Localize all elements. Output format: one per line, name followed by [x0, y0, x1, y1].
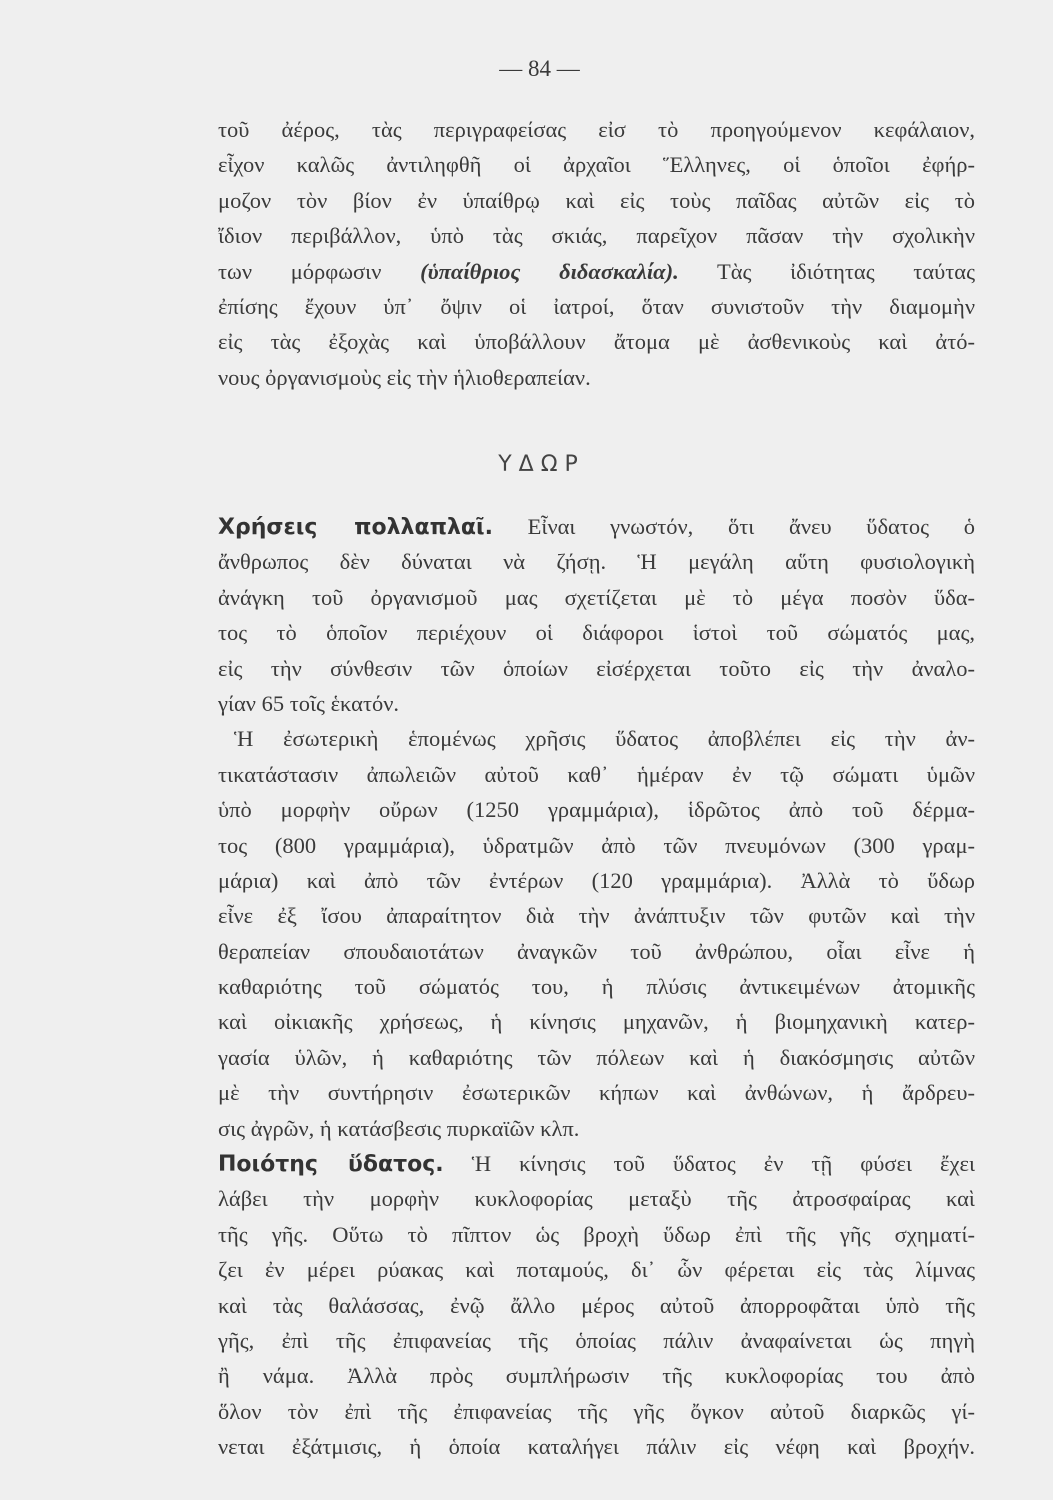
- line-text: σις ἀγρῶν, ἡ κατάσβεσις πυρκαϊῶν κλπ.: [218, 1115, 580, 1141]
- line-text: εἰς τὴν σύνθεσιν τῶν ὁποίων εἰσέρχεται τοῦτο εἰς τὴν ἀναλο-: [218, 655, 975, 681]
- line-text: γῆς, ἐπὶ τῆς ἐπιφανείας τῆς ὁποίας πάλιν ἀναφαίνεται ὡς πηγὴ: [218, 1327, 975, 1353]
- line-text: ζει ἐν μέρει ρύακας καὶ ποταμούς, δι᾽ ὧν φέρεται εἰς τὰς λίμνας: [218, 1257, 975, 1283]
- text-line: [218, 721, 975, 756]
- text-line: [218, 863, 975, 898]
- text-line: [218, 969, 975, 1004]
- line-text: ὅλον τὸν ἐπὶ τῆς ἐπιφανείας τῆς γῆς ὄγκον αὐτοῦ διαρκῶς γί-: [218, 1398, 975, 1424]
- paragraph-heading: Ποιότης ὕδατος.: [218, 1152, 444, 1178]
- text-line: [218, 1288, 975, 1323]
- text-line: [218, 934, 975, 969]
- text-line: [218, 898, 975, 933]
- line-text: ἢ νάμα. Ἀλλὰ πρὸς συμπλήρωσιν τῆς κυκλοφορίας του ἀπὸ: [218, 1363, 975, 1389]
- line-text: ἀνάγκη τοῦ ὀργανισμοῦ μας σχετίζεται μὲ τὸ μέγα ποσὸν ὕδα-: [218, 584, 975, 610]
- text-line: [218, 1181, 975, 1216]
- text-line: [218, 1394, 975, 1429]
- line-text: λάβει τὴν μορφὴν κυκλοφορίας μεταξὺ τῆς ἀτροσφαίρας καὶ: [218, 1186, 975, 1212]
- line-text: καὶ τὰς θαλάσσας, ἐνῷ ἄλλο μέρος αὐτοῦ ἀπορροφᾶται ὑπὸ τῆς: [218, 1292, 975, 1318]
- line-text: γίαν 65 τοῖς ἑκατόν.: [218, 690, 400, 716]
- text-line: [218, 686, 975, 721]
- line-text: Ἡ κίνησις τοῦ ὕδατος ἐν τῇ φύσει ἔχει: [443, 1151, 975, 1177]
- line-text: τοῦ ἀέρος, τὰς περιγραφείσας εἰσ τὸ προηγούμενον κεφάλαιον,: [218, 117, 975, 142]
- text-line: [218, 1429, 975, 1464]
- text-line: [218, 757, 975, 792]
- line-text: εἶχον καλῶς ἀντιληφθῆ οἱ ἀρχαῖοι Ἕλληνες, οἱ ὁποῖοι ἐφήρ-: [218, 152, 975, 178]
- line-text: γασία ὑλῶν, ἡ καθαριότης τῶν πόλεων καὶ ἡ διακόσμησις αὐτῶν: [218, 1044, 975, 1070]
- text-line: [218, 324, 975, 359]
- text-line: [218, 254, 975, 289]
- text-line: [218, 1323, 975, 1358]
- text-line: [218, 218, 975, 253]
- line-text: τος τὸ ὁποῖον περιέχουν οἱ διάφοροι ἱστοὶ τοῦ σώματός μας,: [218, 620, 975, 646]
- line-text: μοζον τὸν βίον ἐν ὑπαίθρῳ καὶ εἰς τοὺς παῖδας αὐτῶν εἰς τὸ: [218, 187, 975, 213]
- line-text: εἶνε ἐξ ἴσου ἀπαραίτητον διὰ τὴν ἀνάπτυξιν τῶν φυτῶν καὶ τὴν: [218, 903, 975, 929]
- page-number: — 84 —: [499, 56, 580, 81]
- line-text: ἴδιον περιβάλλον, ὑπὸ τὰς σκιάς, παρεῖχον πᾶσαν τὴν σχολικὴν: [218, 223, 975, 249]
- line-text: τος (800 γραμμάρια), ὑδρατμῶν ἀπὸ τῶν πνευμόνων (300 γραμ-: [218, 832, 975, 858]
- text-line: [218, 183, 975, 218]
- text-line: [218, 1358, 975, 1393]
- text-line: [218, 1075, 975, 1110]
- line-text: μάρια) καὶ ἀπὸ τῶν ἐντέρων (120 γραμμάρια). Ἀλλὰ τὸ ὕδωρ: [218, 867, 975, 893]
- line-text: Ἡ ἐσωτερικὴ ἑπομένως χρῆσις ὕδατος ἀποβλέπει εἰς τὴν ἀν-: [234, 726, 975, 752]
- text-line: [218, 1040, 975, 1075]
- text-line: [218, 1004, 975, 1039]
- line-text: ἐπίσης ἔχουν ὑπ᾽ ὄψιν οἱ ἰατροί, ὅταν συνιστοῦν τὴν διαμομὴν: [218, 293, 975, 319]
- text-line: [218, 112, 975, 147]
- line-text: των μόρφωσιν: [218, 258, 421, 284]
- line-text: μὲ τὴν συντήρησιν ἐσωτερικῶν κήπων καὶ ἀνθώνων, ἡ ἄρδρευ-: [218, 1080, 975, 1106]
- line-text: τῆς γῆς. Οὕτω τὸ πῖπτον ὡς βροχὴ ὕδωρ ἐπὶ τῆς γῆς σχηματί-: [218, 1221, 975, 1247]
- line-text: θεραπείαν σπουδαιοτάτων ἀναγκῶν τοῦ ἀνθρώπου, οἷαι εἶνε ἡ: [218, 938, 975, 964]
- line-text: εἰς τὰς ἐξοχὰς καὶ ὑποβάλλουν ἄτομα μὲ ἀσθενικοὺς καὶ ἀτό-: [218, 329, 975, 355]
- text-line: [218, 1252, 975, 1287]
- text-line: [218, 147, 975, 182]
- text-line: [218, 544, 975, 579]
- section-title: ΥΔΩΡ: [498, 452, 585, 477]
- line-text: νεται ἐξάτμισις, ἡ ὁποία καταλήγει πάλιν εἰς νέφη καὶ βροχήν.: [218, 1434, 975, 1460]
- text-line: [218, 615, 975, 650]
- text-line: [218, 1146, 975, 1181]
- paragraph-heading: Χρήσεις πολλαπλαῖ.: [218, 515, 493, 540]
- line-text: καθαριότης τοῦ σώματός του, ἡ πλύσις ἀντικειμένων ἀτομικῆς: [218, 974, 975, 1000]
- text-line: [218, 360, 975, 395]
- line-text: καὶ οἰκιακῆς χρήσεως, ἡ κίνησις μηχανῶν, ἡ βιομηχανικὴ κατερ-: [218, 1009, 975, 1035]
- text-line: [218, 289, 975, 324]
- text-line: [218, 651, 975, 686]
- line-text: Εἶναι γνωστόν, ὅτι ἄνευ ὕδατος ὁ: [492, 514, 975, 539]
- line-text: Τὰς ἰδιότητας ταύτας: [678, 258, 976, 284]
- text-line: [218, 828, 975, 863]
- text-line: [218, 1111, 975, 1146]
- text-line: [218, 580, 975, 615]
- water-section-body: [218, 509, 975, 1465]
- line-text: τικατάστασιν ἀπωλειῶν αὐτοῦ καθ᾽ ἡμέραν ἐν τῷ σώματι ὑμῶν: [218, 761, 975, 787]
- line-text: νους ὀργανισμοὺς εἰς τὴν ἡλιοθεραπείαν.: [218, 364, 591, 390]
- text-line: [218, 1217, 975, 1252]
- line-text: ἄνθρωπος δὲν δύναται νὰ ζήσῃ. Ἡ μεγάλη αὕτη φυσιολογικὴ: [218, 549, 975, 575]
- line-text: ὑπὸ μορφὴν οὔρων (1250 γραμμάρια), ἱδρῶτος ἀπὸ τοῦ δέρμα-: [218, 797, 975, 823]
- emphasized-text: (ὑπαίθριος διδασκαλία).: [420, 258, 679, 284]
- text-line: [218, 792, 975, 827]
- intro-paragraph: [218, 112, 975, 395]
- text-line: [218, 509, 975, 544]
